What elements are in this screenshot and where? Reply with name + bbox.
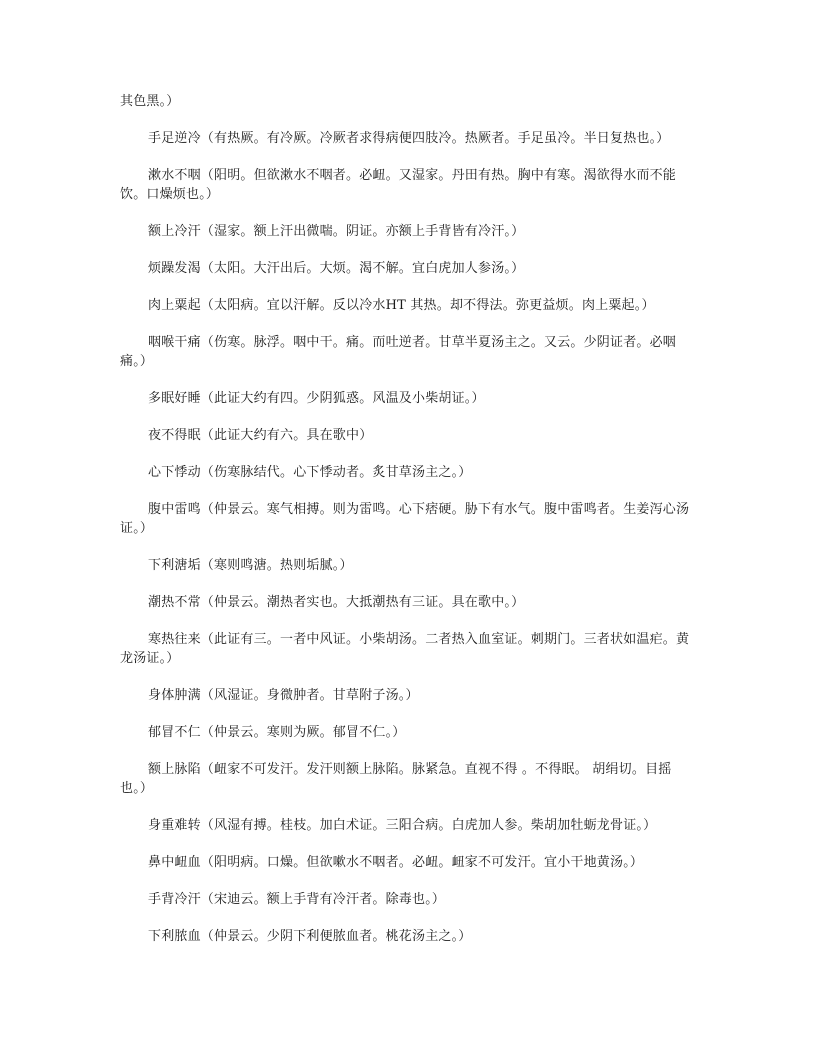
paragraph-1: 手足逆冷（有热厥。有冷厥。冷厥者求得病便四肢冷。热厥者。手足虽冷。半日复热也。）: [148, 131, 670, 146]
paragraph-18: 鼻中衄血（阳明病。口燥。但欲嗽水不咽者。必衄。衄家不可发汗。宜小干地黄汤。）: [148, 855, 644, 870]
paragraph-4: 烦躁发渴（太阳。大汗出后。大烦。渴不解。宜白虎加人参汤。）: [148, 261, 525, 276]
paragraph-8: 夜不得眠（此证大约有六。具在歌中）: [148, 428, 373, 443]
paragraph-0: 其色黑。）: [120, 94, 180, 109]
paragraph-17: 身重难转（风湿有搏。桂枝。加白术证。三阳合病。白虎加人参。柴胡加牡蛎龙骨证。）: [148, 818, 657, 833]
paragraph-15: 郁冒不仁（仲景云。寒则为厥。郁冒不仁。）: [148, 725, 406, 740]
paragraph-5: 肉上粟起（太阳病。宜以汗解。反以冷水HT 其热。却不得法。弥更益烦。肉上粟起。）: [148, 298, 655, 313]
paragraph-20: 下利脓血（仲景云。少阴下利便脓血者。桃花汤主之。）: [148, 929, 472, 944]
paragraph-16: 额上脉陷（衄家不可发汗。发汗则额上脉陷。脉紧急。直视不得 。不得眠。 胡绢切。目摇也。）: [120, 762, 672, 796]
paragraph-9: 心下悸动（伤寒脉结代。心下悸动者。炙甘草汤主之。）: [148, 465, 472, 480]
paragraph-13: 寒热往来（此证有三。一者中风证。小柴胡汤。二者热入血室证。刺期门。三者状如温疟。黄龙汤证。）: [120, 632, 690, 666]
document-page: [120, 92, 696, 964]
paragraph-12: 潮热不常（仲景云。潮热者实也。大抵潮热有三证。具在歌中。）: [148, 595, 525, 610]
paragraph-7: 多眠好睡（此证大约有四。少阴狐惑。风温及小柴胡证。）: [148, 391, 485, 406]
paragraph-2: 漱水不咽（阳明。但欲漱水不咽者。必衄。又湿家。丹田有热。胸中有寒。渴欲得水而不能饮。口燥烦也。）: [120, 168, 677, 202]
paragraph-14: 身体肿满（风湿证。身微肿者。甘草附子汤。）: [148, 688, 419, 703]
paragraph-19: 手背冷汗（宋迪云。额上手背有冷汗者。除毒也。）: [148, 892, 446, 907]
paragraph-11: 下利溏垢（寒则鸣溏。热则垢腻。）: [148, 558, 353, 573]
paragraph-3: 额上冷汗（湿家。额上汗出微喘。阴证。亦额上手背皆有冷汗。）: [148, 224, 525, 239]
paragraph-6: 咽喉干痛（伤寒。脉浮。咽中干。痛。而吐逆者。甘草半夏汤主之。又云。少阴证者。必咽痛。）: [120, 335, 677, 369]
paragraph-10: 腹中雷鸣（仲景云。寒气相搏。则为雷鸣。心下痞硬。胁下有水气。腹中雷鸣者。生姜泻心汤证。）: [120, 502, 690, 536]
